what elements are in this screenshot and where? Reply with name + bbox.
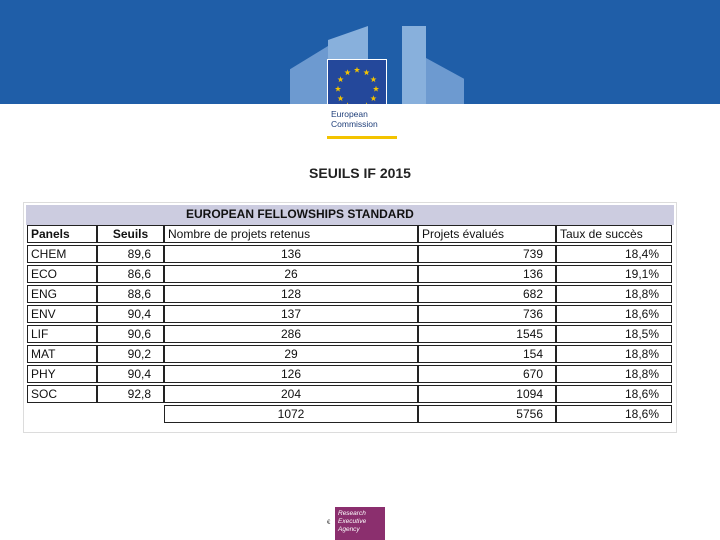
header-projets-evalues-cell: Projets évalués	[418, 225, 556, 243]
table-row-panel-cell: PHY	[27, 365, 97, 383]
table-row-projets-evalues-cell: 682	[418, 285, 556, 303]
rea-line3: Agency	[338, 526, 360, 533]
fellowships-table	[24, 203, 676, 432]
logo-building-left	[290, 46, 328, 104]
eu-star-icon	[354, 67, 360, 73]
table-row-taux-succes-cell: 19,1%	[556, 265, 672, 283]
logo-text-line1: European	[331, 109, 368, 119]
rea-logo	[335, 507, 385, 540]
table-row-seuil-cell: 86,6	[97, 265, 164, 283]
eu-star-icon	[373, 86, 379, 92]
table-row-projets-retenus-cell: 286	[164, 325, 418, 343]
table-row-seuil-cell: 90,2	[97, 345, 164, 363]
rea-line1: Research	[338, 510, 366, 517]
table-row-projets-retenus-cell: 137	[164, 305, 418, 323]
total-row-taux-succes-cell: 18,6%	[556, 405, 672, 423]
table-row-projets-retenus-cell: 126	[164, 365, 418, 383]
rea-side-mark: €	[327, 520, 331, 526]
page-title: SEUILS IF 2015	[309, 165, 411, 181]
table-row-taux-succes-cell: 18,6%	[556, 305, 672, 323]
table-row-seuil-cell: 90,4	[97, 305, 164, 323]
rea-line2: Executive	[338, 518, 367, 525]
header-panel-cell: Panels	[27, 225, 97, 243]
table-row-projets-retenus-cell: 136	[164, 245, 418, 263]
table-caption: EUROPEAN FELLOWSHIPS STANDARD	[186, 207, 414, 221]
eu-star-icon	[344, 69, 350, 75]
table-row-taux-succes-cell: 18,8%	[556, 285, 672, 303]
european-commission-logo	[290, 18, 466, 142]
table-row-projets-retenus-cell: 128	[164, 285, 418, 303]
header-projets-retenus-cell: Nombre de projets retenus	[164, 225, 418, 243]
table-row-projets-evalues-cell: 1545	[418, 325, 556, 343]
table-row-taux-succes-cell: 18,6%	[556, 385, 672, 403]
table-row-projets-evalues-cell: 154	[418, 345, 556, 363]
table-row-taux-succes-cell: 18,4%	[556, 245, 672, 263]
table-row-projets-evalues-cell: 739	[418, 245, 556, 263]
logo-text-line2: Commission	[331, 119, 378, 129]
eu-star-icon	[335, 86, 341, 92]
eu-star-icon	[370, 76, 376, 82]
logo-building-far-right	[426, 58, 464, 104]
eu-star-icon	[370, 95, 376, 101]
table-row-panel-cell: SOC	[27, 385, 97, 403]
table-row-taux-succes-cell: 18,8%	[556, 365, 672, 383]
logo-yellow-rule	[327, 136, 397, 139]
table-row-projets-evalues-cell: 1094	[418, 385, 556, 403]
table-row-panel-cell: MAT	[27, 345, 97, 363]
logo-text	[331, 109, 378, 129]
header-taux-succes-cell: Taux de succès	[556, 225, 672, 243]
table-row-projets-evalues-cell: 670	[418, 365, 556, 383]
total-row-projets-evalues-cell: 5756	[418, 405, 556, 423]
table-row-panel-cell: CHEM	[27, 245, 97, 263]
table-row-panel-cell: ECO	[27, 265, 97, 283]
eu-star-icon	[338, 76, 344, 82]
table-row-projets-retenus-cell: 29	[164, 345, 418, 363]
table-row-taux-succes-cell: 18,8%	[556, 345, 672, 363]
total-row-projets-retenus-cell: 1072	[164, 405, 418, 423]
table-row-projets-evalues-cell: 736	[418, 305, 556, 323]
table-row-seuil-cell: 92,8	[97, 385, 164, 403]
table-row-panel-cell: ENV	[27, 305, 97, 323]
table-row-seuil-cell: 90,6	[97, 325, 164, 343]
table-row-projets-evalues-cell: 136	[418, 265, 556, 283]
rea-logo-text	[338, 510, 366, 534]
table-row-seuil-cell: 88,6	[97, 285, 164, 303]
table-row-seuil-cell: 89,6	[97, 245, 164, 263]
logo-building-right	[402, 26, 426, 104]
table-row-projets-retenus-cell: 204	[164, 385, 418, 403]
table-row-panel-cell: LIF	[27, 325, 97, 343]
eu-star-icon	[363, 69, 369, 75]
header-seuil-cell: Seuils	[97, 225, 164, 243]
eu-star-icon	[338, 95, 344, 101]
table-row-panel-cell: ENG	[27, 285, 97, 303]
table-caption-row	[26, 205, 674, 225]
table-row-taux-succes-cell: 18,5%	[556, 325, 672, 343]
table-row-seuil-cell: 90,4	[97, 365, 164, 383]
table-row-projets-retenus-cell: 26	[164, 265, 418, 283]
